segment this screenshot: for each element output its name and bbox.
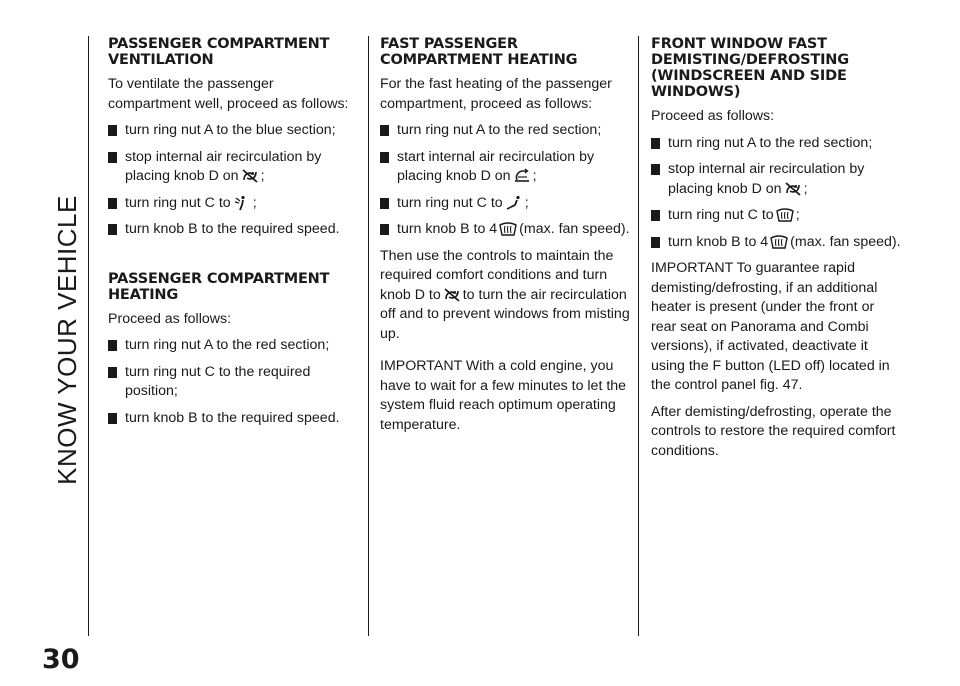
column-1 [108,36,358,435]
list-item: turn knob B to 4 (max. fan speed). [651,233,903,253]
heading-fast-heating: FAST PASSENGER COMPARTMENT HEATING [380,36,578,68]
bullet-box [108,152,117,163]
intro-demisting: Proceed as follows: [651,108,775,124]
list-item: stop internal air recirculation by placing knob D on ; [108,148,358,187]
list-item: turn ring nut C to ; [651,206,903,226]
heading-heating: PASSENGER COMPARTMENT HEATING [108,270,330,303]
page-number: 30 [42,644,80,675]
para-important: IMPORTANT With a cold engine, you have to wait for a few minutes to let the system fluid reach optimum operating temperature. [380,358,627,433]
column-divider [368,36,369,636]
bullet-box [380,125,389,136]
recirculation-off-icon [784,181,802,197]
list-item: turn ring nut C to ; [380,194,630,214]
section-title-vertical: KNOW YOUR VEHICLE [52,195,82,485]
bullet-box [651,138,660,149]
bullet-box [108,340,117,351]
column-2 [380,36,630,442]
feet-icon [505,195,523,211]
list-item: turn ring nut A to the red section; [380,121,630,141]
para-after-demisting: After demisting/defrosting, operate the controls to restore the required comfort conditions. [651,403,896,459]
bullet-box [108,413,117,424]
para-important: IMPORTANT To guarantee rapid demisting/defrosting, if an additional heater is present (under the front or rear seat on Panorama and Combi versions), if activated, deactivate it using the F button (LED off) located in the control panel fig. 47. [651,260,890,393]
recirculation-off-icon [443,287,461,303]
heading-demisting: FRONT WINDOW FAST DEMISTING/DEFROSTING (WINDSCREEN AND SIDE WINDOWS) [651,36,849,100]
face-vent-icon [233,195,251,211]
intro-ventilation: To ventilate the passenger compartment well, proceed as follows: [108,76,349,112]
list-item: stop internal air recirculation by placing knob D on ; [651,160,903,199]
intro-fast-heating: For the fast heating of the passenger compartment, proceed as follows: [380,76,612,112]
bullet-box [108,198,117,209]
list-item: start internal air recirculation by placing knob D on ; [380,148,630,187]
list-item: turn ring nut A to the red section; [108,336,358,356]
list-item: turn ring nut C to the required position; [108,363,358,402]
list-item: turn ring nut A to the blue section; [108,121,358,141]
bullet-box [651,210,660,221]
windscreen-defrost-icon [499,221,517,237]
bullet-box [651,164,660,175]
recirculation-on-icon [513,168,531,184]
column-divider [638,36,639,636]
bullet-box [380,152,389,163]
bullet-box [108,224,117,235]
list-item: turn ring nut C to ; [108,194,358,214]
column-3 [651,36,903,468]
intro-heating: Proceed as follows: [108,310,232,327]
list-item: turn knob B to the required speed. [108,409,358,429]
bullet-box [651,237,660,248]
list-item: turn knob B to the required speed. [108,220,358,240]
bullet-box [380,198,389,209]
list-item: turn knob B to 4 (max. fan speed). [380,220,630,240]
list-item: turn ring nut A to the red section; [651,134,903,154]
heading-ventilation: PASSENGER COMPARTMENT VENTILATION [108,36,330,68]
windscreen-defrost-icon [776,207,794,223]
bullet-box [380,224,389,235]
bullet-box [108,125,117,136]
windscreen-defrost-icon [770,234,788,250]
para-comfort: Then use the controls to maintain the required comfort conditions and turn knob D to to turn the air recirculation off and to prevent windows from misting up. [380,247,630,342]
bullet-box [108,367,117,378]
side-divider [88,36,89,636]
recirculation-off-icon [241,168,259,184]
